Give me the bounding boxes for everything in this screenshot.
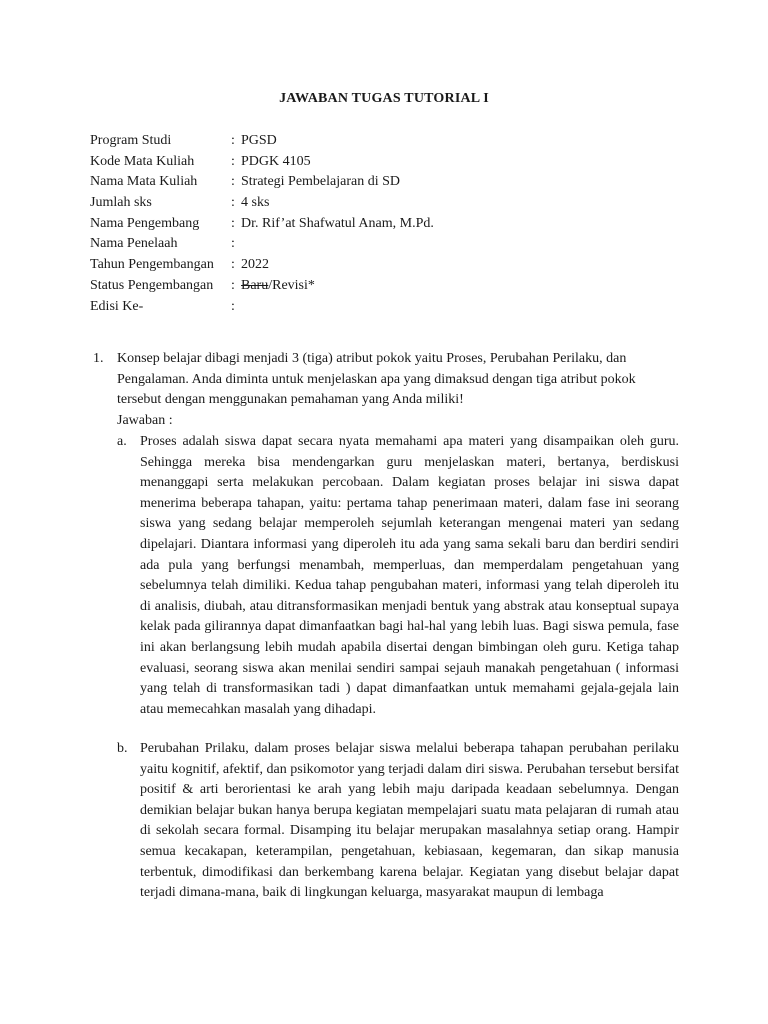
meta-colon: : xyxy=(231,298,235,314)
course-info-table xyxy=(90,131,434,317)
answer-text: Perubahan Prilaku, dalam proses belajar siswa melalui beberapa tahapan perubahan perilaku yaitu kognitif, afektif, dan psikomotor yang terjadi dalam diri siswa. Perubahan tersebut bersifat positif & arti berorientasi ke arah yang lebih maju daripada keadaan sebelumnya. Dengan demikian belajar bukan hanya berupa kegiatan mempelajari suatu mata pelajaran di rumah atau di sekolah secara formal. Disamping itu belajar merupakan masalahnya setiap orang. Hampir semua kecakapan, keterampilan, pengetahuan, kebiasaan, kegemaran, dan sikap manusia terbentuk, dimodifikasi dan berkembang karena belajar. Kegiatan yang disebut belajar dapat terjadi dimana-mana, baik di lingkungan keluarga, masyarakat maupun di lembaga xyxy=(140,741,679,901)
meta-value: PGSD xyxy=(241,133,277,148)
meta-value: 4 sks xyxy=(241,195,270,211)
meta-label: Nama Mata Kuliah xyxy=(90,174,198,190)
meta-colon: : xyxy=(231,236,235,252)
meta-value: Dr. Rif’at Shafwatul Anam, M.Pd. xyxy=(241,215,434,231)
answer-marker: a. xyxy=(117,434,127,449)
question-text: Konsep belajar dibagi menjadi 3 (tiga) atribut pokok yaitu Proses, Perubahan Perilaku, dan Pengalaman. Anda diminta untuk menjelaskan apa yang dimaksud dengan tiga atribut pokok tersebut dengan menggunakan pemahaman yang Anda miliki! xyxy=(117,351,636,408)
question-number: 1. xyxy=(93,351,104,366)
meta-label: Edisi Ke- xyxy=(90,298,144,314)
meta-colon: : xyxy=(231,153,235,169)
meta-colon: : xyxy=(231,174,235,190)
meta-row-kode-mata-kuliah xyxy=(90,152,434,173)
meta-row-nama-penelaah xyxy=(90,234,434,255)
status-value-rest: /Revisi* xyxy=(268,277,315,293)
meta-row-edisi-ke xyxy=(90,297,434,318)
answer-text: Proses adalah siswa dapat secara nyata memahami apa materi yang disampaikan oleh guru. Sehingga mereka bisa mendengarkan guru menjelaskan materi, bertanya, berdiskusi menanggapi serta melakukan percobaan. Dalam kegiatan proses belajar ini siswa dapat menerima beberapa tahapan, yaitu: pertama tahap penerimaan materi, dalam fase ini seorang siswa yang sedang belajar memperoleh sejumlah keterangan mengenai materi yan sedang dipelajari. Diantara informasi yang diperoleh itu ada yang sama sekali baru dan berdiri sendiri ada pula yang berfungsi menambah, memperluas, dan memperdalam pengetahuan yang sebelumnya telah dimiliki. Kedua tahap pengubahan materi, informasi yang telah diperoleh itu di analisis, diubah, atau ditransformasikan menjadi bentuk yang abstrak atau konseptual supaya kelak pada gilirannya dapat dimanfaatkan bagi hal-hal yang lebih luas. Bagi siswa pemula, fase ini akan berlangsung lebih mudah apabila disertai dengan bimbingan oleh guru. Ketiga tahap evaluasi, seorang siswa akan menilai sendiri sampai sejauh manakah pengetahuan ( informasi yang telah di transformasikan tadi ) dapat dimanfaatkan untuk memahami gejala-gejala lain atau memecahkan masalah yang dihadapi. xyxy=(140,434,679,717)
meta-colon: : xyxy=(231,195,235,211)
meta-row-program-studi xyxy=(90,131,434,152)
meta-label: Program Studi xyxy=(90,133,172,148)
meta-value: 2022 xyxy=(241,257,269,273)
meta-colon: : xyxy=(231,257,235,273)
answer-marker: b. xyxy=(117,741,128,756)
meta-value: PDGK 4105 xyxy=(241,153,311,169)
meta-row-nama-pengembang xyxy=(90,214,434,235)
meta-colon: : xyxy=(231,215,235,231)
meta-row-status-pengembangan xyxy=(90,276,434,297)
meta-label: Status Pengembangan xyxy=(90,277,214,293)
meta-row-tahun-pengembangan xyxy=(90,255,434,276)
meta-label: Tahun Pengembangan xyxy=(90,257,214,273)
meta-label: Kode Mata Kuliah xyxy=(90,153,195,169)
answer-label: Jawaban : xyxy=(117,413,173,428)
meta-row-jumlah-sks xyxy=(90,193,434,214)
meta-colon: : xyxy=(231,277,235,293)
meta-value: Strategi Pembelajaran di SD xyxy=(241,174,401,190)
page-title: JAWABAN TUGAS TUTORIAL I xyxy=(279,91,489,106)
meta-label: Nama Pengembang xyxy=(90,215,200,231)
struck-status-value: Baru xyxy=(241,277,269,293)
meta-label: Nama Penelaah xyxy=(90,236,178,252)
meta-value xyxy=(241,276,315,297)
meta-row-nama-mata-kuliah xyxy=(90,172,434,193)
meta-colon: : xyxy=(231,133,235,148)
meta-label: Jumlah sks xyxy=(90,195,152,211)
